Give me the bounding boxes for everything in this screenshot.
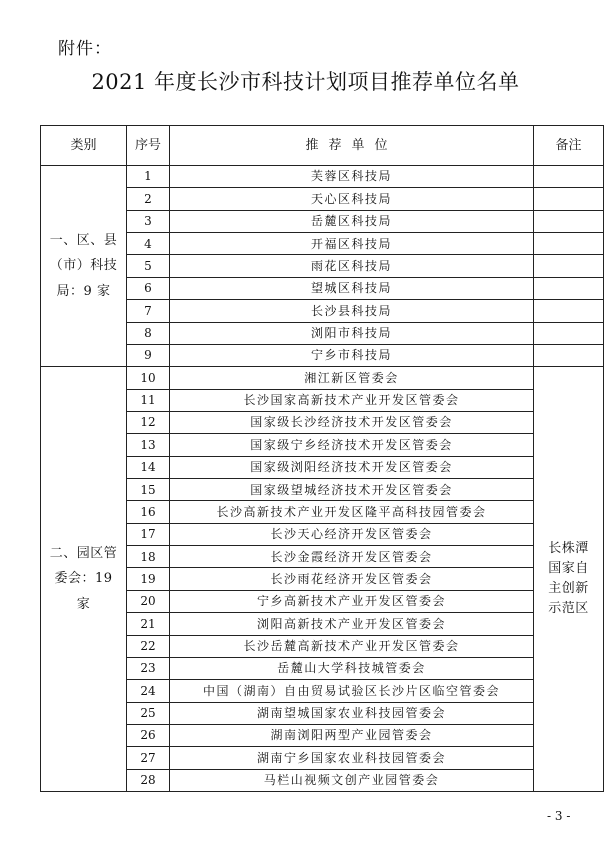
note-cell xyxy=(534,344,604,366)
column-header-number: 序号 xyxy=(127,126,170,166)
unit-name: 国家级宁乡经济技术开发区管委会 xyxy=(170,434,534,456)
unit-name: 望城区科技局 xyxy=(170,277,534,299)
unit-name: 浏阳市科技局 xyxy=(170,322,534,344)
row-number: 17 xyxy=(127,523,170,545)
unit-name: 湖南望城国家农业科技园管委会 xyxy=(170,702,534,724)
unit-name: 浏阳高新技术产业开发区管委会 xyxy=(170,613,534,635)
note-cell xyxy=(534,188,604,210)
unit-name: 湘江新区管委会 xyxy=(170,367,534,389)
unit-name: 宁乡高新技术产业开发区管委会 xyxy=(170,590,534,612)
table-body xyxy=(41,166,604,792)
unit-name: 国家级长沙经济技术开发区管委会 xyxy=(170,411,534,433)
row-number: 11 xyxy=(127,389,170,411)
table-header-row xyxy=(41,126,604,166)
category-label: 一、区、县（市）科技局：9 家 xyxy=(49,233,118,299)
unit-name: 国家级望城经济技术开发区管委会 xyxy=(170,479,534,501)
row-number: 19 xyxy=(127,568,170,590)
unit-name: 马栏山视频文创产业园管委会 xyxy=(170,769,534,791)
note-label: 长株潭国家自主创新示范区 xyxy=(548,540,589,617)
unit-name: 国家级浏阳经济技术开发区管委会 xyxy=(170,456,534,478)
row-number: 13 xyxy=(127,434,170,456)
row-number: 25 xyxy=(127,702,170,724)
row-number: 9 xyxy=(127,344,170,366)
row-number: 2 xyxy=(127,188,170,210)
row-number: 6 xyxy=(127,277,170,299)
unit-name: 长沙岳麓高新技术产业开发区管委会 xyxy=(170,635,534,657)
row-number: 27 xyxy=(127,747,170,769)
unit-name: 天心区科技局 xyxy=(170,188,534,210)
row-number: 10 xyxy=(127,367,170,389)
row-number: 15 xyxy=(127,479,170,501)
note-cell xyxy=(534,322,604,344)
row-number: 16 xyxy=(127,501,170,523)
row-number: 20 xyxy=(127,590,170,612)
row-number: 18 xyxy=(127,546,170,568)
row-number: 24 xyxy=(127,680,170,702)
unit-name: 长沙雨花经济开发区管委会 xyxy=(170,568,534,590)
row-number: 4 xyxy=(127,233,170,255)
unit-name: 长沙天心经济开发区管委会 xyxy=(170,523,534,545)
column-header-category: 类别 xyxy=(41,126,127,166)
note-cell xyxy=(534,300,604,322)
unit-name: 长沙金霞经济开发区管委会 xyxy=(170,546,534,568)
row-number: 1 xyxy=(127,166,170,188)
note-cell xyxy=(534,233,604,255)
note-cell xyxy=(534,166,604,188)
row-number: 7 xyxy=(127,300,170,322)
category-cell xyxy=(41,367,127,792)
recommendation-table xyxy=(40,125,604,792)
category-cell xyxy=(41,166,127,367)
unit-name: 雨花区科技局 xyxy=(170,255,534,277)
note-cell xyxy=(534,210,604,232)
row-number: 14 xyxy=(127,456,170,478)
note-cell xyxy=(534,255,604,277)
column-header-unit: 推荐单位 xyxy=(170,126,534,166)
row-number: 8 xyxy=(127,322,170,344)
unit-name: 湖南浏阳两型产业园管委会 xyxy=(170,724,534,746)
table-row xyxy=(41,166,604,188)
unit-name: 宁乡市科技局 xyxy=(170,344,534,366)
unit-name: 长沙国家高新技术产业开发区管委会 xyxy=(170,389,534,411)
unit-name: 开福区科技局 xyxy=(170,233,534,255)
row-number: 22 xyxy=(127,635,170,657)
row-number: 26 xyxy=(127,724,170,746)
unit-name: 中国（湖南）自由贸易试验区长沙片区临空管委会 xyxy=(170,680,534,702)
unit-name: 长沙高新技术产业开发区隆平高科技园管委会 xyxy=(170,501,534,523)
row-number: 23 xyxy=(127,657,170,679)
row-number: 28 xyxy=(127,769,170,791)
unit-name: 长沙县科技局 xyxy=(170,300,534,322)
note-cell xyxy=(534,277,604,299)
note-cell xyxy=(534,367,604,792)
unit-name: 芙蓉区科技局 xyxy=(170,166,534,188)
attachment-label: 附件： xyxy=(58,39,112,59)
unit-name: 岳麓区科技局 xyxy=(170,210,534,232)
row-number: 12 xyxy=(127,411,170,433)
category-label: 二、园区管委会：19 家 xyxy=(49,546,118,612)
table-row xyxy=(41,367,604,389)
row-number: 3 xyxy=(127,210,170,232)
row-number: 21 xyxy=(127,613,170,635)
page-title: 2021 年度长沙市科技计划项目推荐单位名单 xyxy=(91,70,520,94)
row-number: 5 xyxy=(127,255,170,277)
unit-name: 湖南宁乡国家农业科技园管委会 xyxy=(170,747,534,769)
unit-name: 岳麓山大学科技城管委会 xyxy=(170,657,534,679)
page-number: - 3 - xyxy=(547,809,571,823)
column-header-note: 备注 xyxy=(534,126,604,166)
